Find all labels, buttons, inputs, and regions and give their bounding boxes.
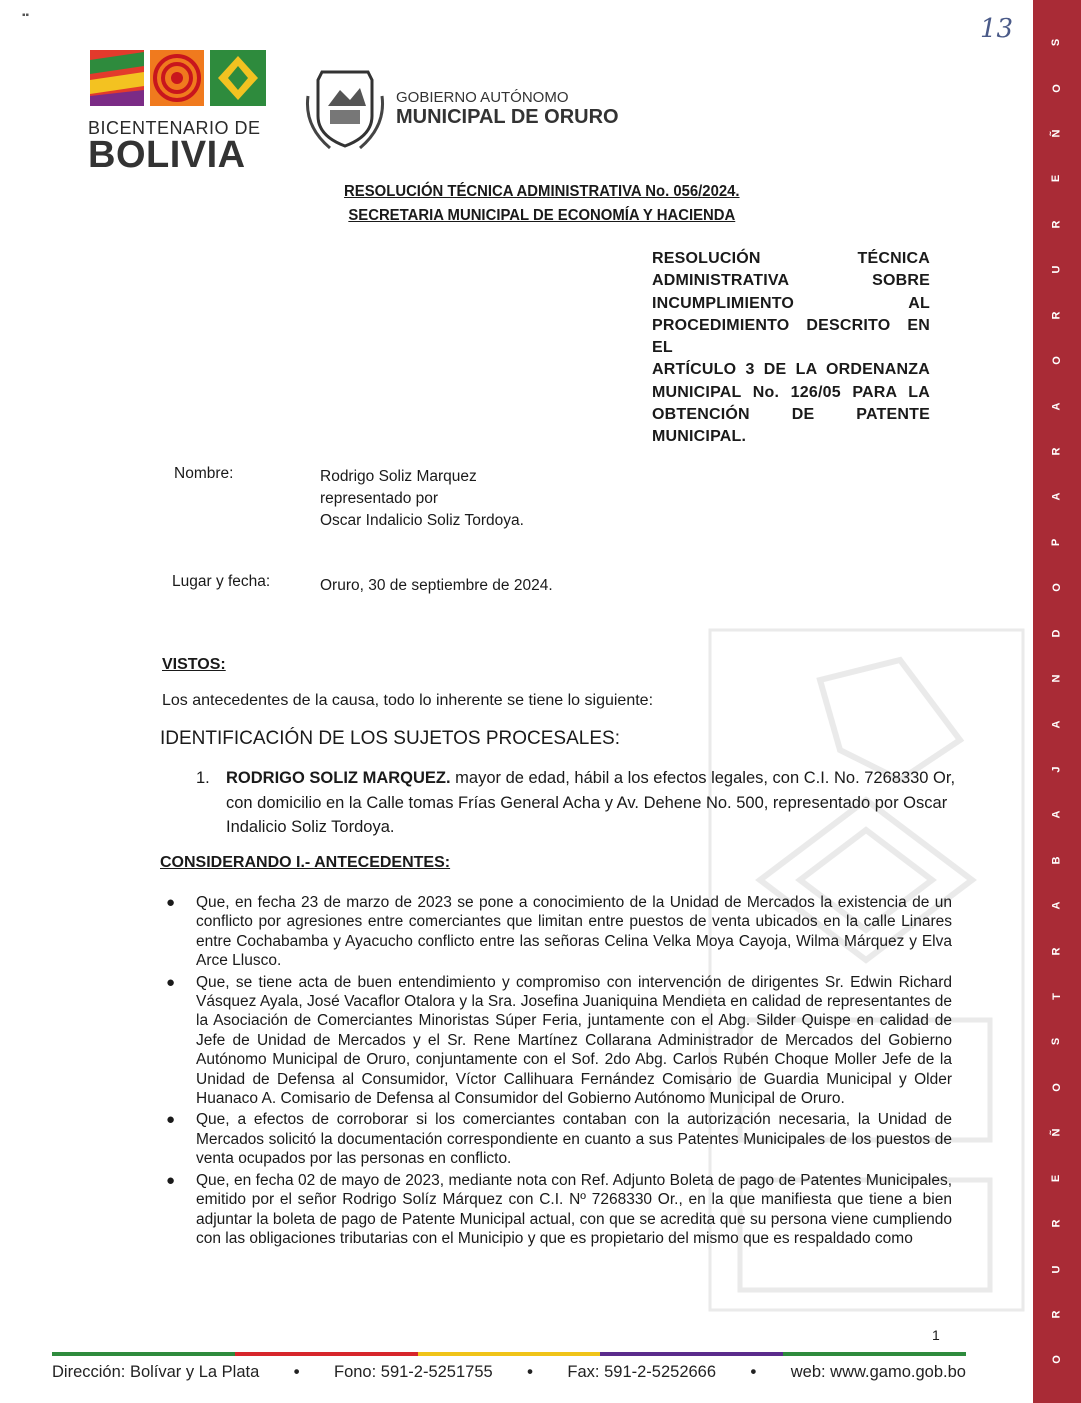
subject-number: 1. [196, 769, 210, 787]
handwritten-page-number: 13 [980, 14, 1014, 44]
scan-mark: ▪▪ [22, 10, 30, 21]
side-band-letter: J [1050, 766, 1063, 773]
side-band-letter: O [1050, 1355, 1063, 1365]
side-band-letter: S [1050, 1038, 1063, 1046]
side-band-letter: R [1050, 947, 1063, 956]
side-band-letter: O [1050, 83, 1063, 93]
municipal-oruro-text: MUNICIPAL DE ORURO [396, 106, 619, 128]
list-item [162, 893, 952, 971]
list-item-text: Que, en fecha 23 de marzo de 2023 se pone a conocimiento de la Unidad de Mercados la existencia de un conflicto por agresiones entre comerciantes que limitan entre puestos de venta ubicados en la calle Linares entre Cochabamba y Ayacucho conflicto entre las señoras Celina Velka Moya Cayoja, Wilma Márquez y Elva Arce Llusco. [196, 894, 952, 970]
side-band-letter: E [1050, 175, 1063, 183]
nombre-line: representado por [320, 490, 439, 507]
side-band-letter: P [1050, 538, 1063, 547]
stripe-segment [235, 1352, 418, 1356]
footer [52, 1363, 966, 1382]
stripe-segment [783, 1352, 966, 1356]
side-band-letter: R [1050, 1219, 1063, 1228]
footer-separator: • [750, 1363, 757, 1381]
bullet-icon: ● [166, 973, 176, 991]
side-band-letter: U [1050, 265, 1063, 274]
reference-line: RESOLUCIÓN TÉCNICA [652, 250, 930, 267]
subject-name: RODRIGO SOLIZ MARQUEZ. [226, 769, 451, 787]
footer-phone: Fono: 591-2-5251755 [333, 1363, 493, 1381]
resolution-title: RESOLUCIÓN TÉCNICA ADMINISTRATIVA No. 056/2024. [344, 183, 740, 200]
reference-line: ADMINISTRATIVA SOBRE [652, 272, 930, 290]
bullet-icon: ● [166, 894, 176, 911]
subject-details: mayor de edad, hábil a los efectos legales, con C.I. No. 7268330 Or, con domicilio en la Calle tomas Frías General Acha y Av. Dehene No. 500, representado por Oscar Indalicio Soliz Tordoya. [226, 769, 956, 836]
gobierno-autonomo-text: GOBIERNO AUTÓNOMO [396, 89, 569, 106]
reference-block [652, 248, 930, 449]
bullet-icon: ● [166, 1111, 176, 1129]
side-band-letter: A [1050, 492, 1063, 501]
side-band-letter: Ñ [1050, 1128, 1063, 1137]
footer-separator: • [527, 1363, 533, 1381]
list-item [162, 1171, 952, 1249]
nombre-line: Oscar Indalicio Soliz Tordoya. [320, 512, 524, 529]
stripe-segment [418, 1352, 601, 1356]
vistos-heading: VISTOS: [162, 656, 226, 673]
reference-line: MUNICIPAL No. 126/05 PARA LA [652, 383, 930, 401]
antecedentes-list [162, 893, 952, 1250]
identificacion-heading: IDENTIFICACIÓN DE LOS SUJETOS PROCESALES: [160, 728, 620, 749]
side-band-letter: R [1050, 220, 1063, 229]
stripe-segment [52, 1352, 235, 1356]
list-item-text: Que, se tiene acta de buen entendimiento y compromiso con intervención de dirigentes Sr. Edwin Richard Vásquez Ayala, José Vacaflor Otalora y la Sra. Josefina Juaniquina Mendieta en calidad de representantes de la Asociación de Comerciantes Minoristas Súper Feria, juntamente con el Abg. Silder Quispe en calidad de Jefe de Unidad de Mercados y el Sr. Rene Martínez Collarana Administrador de Mercados del Gobierno Autónomo Municipal de Oruro, conjuntamente con el Sof. 2do Abg. Carlos Rubén Choque Moller Jefe de la Unidad de Defensa al Consumidor, Víctor Callihuara Fernández Comisario de Guardia Municipal y Older Huanaco A. Comisario de Defensa al Consumidor del Gobierno Autónomo Municipal de Oruro. [196, 973, 952, 1108]
municipal-logo [300, 66, 620, 156]
footer-color-stripe [52, 1352, 966, 1356]
side-band-letter: R [1050, 447, 1063, 456]
side-band-letter: O [1050, 1083, 1063, 1092]
municipal-seal-icon [300, 66, 390, 152]
side-band-letter: A [1050, 810, 1063, 819]
nombre-label: Nombre: [174, 465, 234, 482]
subject-item [196, 766, 956, 840]
side-band [1033, 0, 1081, 1403]
side-band-letter: R [1050, 311, 1063, 320]
bicentenario-logo [88, 50, 266, 176]
side-band-letter: A [1050, 901, 1063, 910]
stripe-segment [600, 1352, 783, 1356]
list-item-text: Que, en fecha 02 de mayo de 2023, mediante nota con Ref. Adjunto Boleta de pago de Patentes Municipales, emitido por el señor Rodrigo Solíz Márquez con C.I. Nº 7268330 Or., en la que manifiesta que tiene a bien adjuntar la boleta de pago de Patente Municipal actual, con que se acredita que su persona viene cumpliendo con las obligaciones tributarias con el Municipio y que es propietario del mismo que es respaldado como [196, 1171, 952, 1247]
side-band-letter: R [1050, 1310, 1063, 1319]
footer-fax: Fax: 591-2-5252666 [567, 1363, 717, 1381]
considerando-heading: CONSIDERANDO I.- ANTECEDENTES: [160, 854, 451, 871]
reference-line: PROCEDIMIENTO DESCRITO EN EL [652, 316, 930, 357]
side-band-letter: S [1050, 39, 1063, 47]
list-item [162, 1110, 952, 1168]
side-band-letters [1033, 0, 1081, 1403]
side-band-letter: A [1050, 402, 1063, 411]
side-band-letter: D [1050, 629, 1063, 638]
bolivia-text: BOLIVIA [88, 134, 246, 176]
reference-line: OBTENCIÓN DE PATENTE [652, 406, 930, 424]
side-band-letter: A [1050, 720, 1063, 729]
side-band-letter: N [1050, 674, 1063, 683]
reference-line: INCUMPLIMIENTO AL [652, 294, 930, 312]
side-band-letter: U [1050, 1265, 1063, 1274]
side-band-letter: E [1050, 1174, 1063, 1182]
bicentenario-text: BICENTENARIO DE [88, 118, 261, 138]
list-item [162, 973, 952, 1109]
side-band-letter: B [1050, 856, 1063, 865]
nombre-value [320, 466, 524, 532]
side-band-letter: T [1050, 993, 1063, 1000]
vistos-text: Los antecedentes de la causa, todo lo inherente se tiene lo siguiente: [162, 692, 654, 709]
secretaria-title: SECRETARIA MUNICIPAL DE ECONOMÍA Y HACIENDA [348, 207, 736, 224]
page-number: 1 [932, 1327, 940, 1343]
footer-web: web: www.gamo.gob.bo [790, 1363, 966, 1381]
lugar-value: Oruro, 30 de septiembre de 2024. [320, 577, 553, 594]
footer-separator: • [293, 1363, 300, 1381]
nombre-line: Rodrigo Soliz Marquez [320, 468, 477, 485]
list-item-text: Que, a efectos de corroborar si los comerciantes contaban con la autorización necesaria, la Unidad de Mercados solicitó la documentación correspondiente en cuanto a sus Patentes Municipales de los puestos de venta ocupados por las personas en conflicto. [196, 1111, 952, 1168]
subject-text-block [226, 766, 956, 840]
lugar-label: Lugar y fecha: [172, 573, 271, 590]
reference-line: MUNICIPAL. [652, 428, 747, 446]
side-band-letter: Ñ [1050, 129, 1063, 138]
bicentenario-tiles-icon [90, 50, 266, 106]
side-band-letter: O [1050, 583, 1063, 593]
side-band-letter: O [1050, 356, 1063, 365]
footer-address: Dirección: Bolívar y La Plata [52, 1363, 260, 1381]
reference-line: ARTÍCULO 3 DE LA ORDENANZA [652, 361, 930, 379]
bullet-icon: ● [166, 1171, 176, 1189]
